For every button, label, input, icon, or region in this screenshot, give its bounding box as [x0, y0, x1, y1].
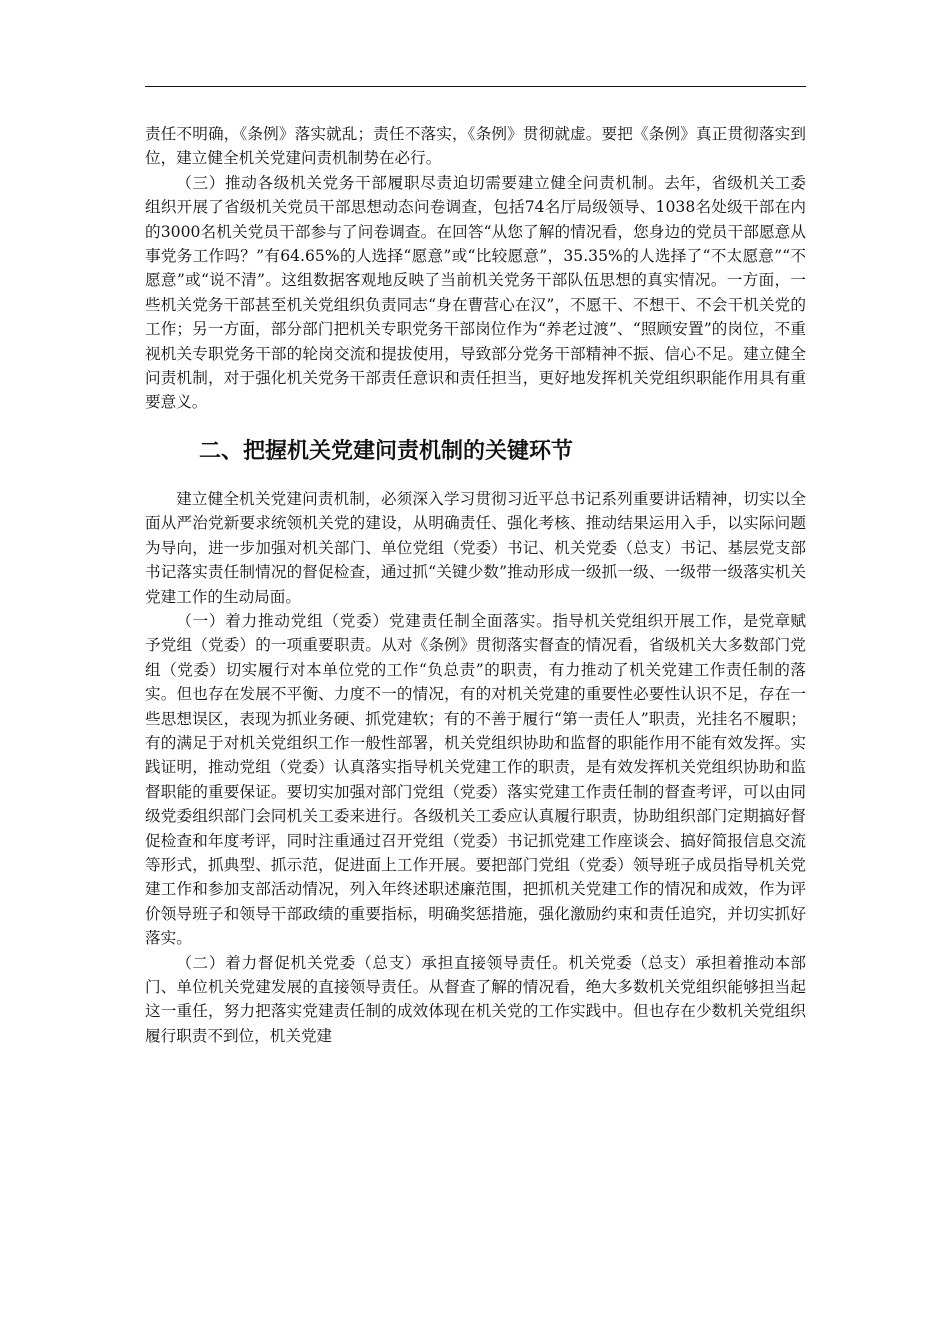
paragraph-2 [145, 171, 806, 415]
paragraph-4-body: 指导机关党组织开展工作，是党章赋予党组（党委）的一项重要职责。从对《条例》贯彻落实督查的情况看，省级机关大多数部门党组（党委）切实履行对本单位党的工作“负总责”的职责，有力推动了机关党建工作责任制的落实。但也存在发展不平衡、力度不一的情况，有的对机关党建的重要性必要性认识不足，存在一些思想误区，表现为抓业务硬、抓党建软；有的不善于履行“第一责任人”职责，光挂名不履职；有的满足于对机关党组织工作一般性部署，机关党组织协助和监督的职能作用不能有效发挥。实践证明，推动党组（党委）认真落实指导机关党建工作的职责，是有效发挥机关党组织协助和监督职能的重要保证。要切实加强对部门党组（党委）落实党建工作责任制的督查考评，可以由同级党委组织部门会同机关工委来进行。各级机关工委应认真履行职责，协助组织部门定期搞好督促检查和年度考评，同时注重通过召开党组（党委）书记抓党建工作座谈会、搞好简报信息交流等形式，抓典型、抓示范，促进面上工作开展。要把部门党组（党委）领导班子成员指导机关党建工作和参加支部活动情况，列入年终述职述廉范围，把抓机关党建工作的情况和成效，作为评价领导班子和领导干部政绩的重要指标，明确奖惩措施，强化激励约束和责任追究，并切实抓好落实。 [145, 611, 806, 948]
paragraph-5-body: 机关党委（总支）承担着推动本部门、单位机关党建发展的直接领导责任。从督查了解的情况看，绝大多数机关党组织能够担当起这一重任，努力把落实党建责任制的成效体现在机关党的工作实践中。但也存在少数机关党组织履行职责不到位，机关党建 [145, 953, 806, 1045]
paragraph-2-body: 去年，省级机关工委组织开展了省级机关党员干部思想动态问卷调查，包括74名厅局级领导、1038名处级干部在内的3000名机关党员干部参与了问卷调查。在回答“从您了解的情况看，您身边的党员干部愿意从事党务工作吗？”有64.65%的人选择“愿意”或“比较愿意”，35.35%的人选择了“不太愿意”“不愿意”或“说不清”。这组数据客观地反映了当前机关党务干部队伍思想的真实情况。一方面，一些机关党务干部甚至机关党组织负责同志“身在曹营心在汉”，不愿干、不想干、不会干机关党的工作；另一方面，部分部门把机关专职党务干部岗位作为“养老过渡”、“照顾安置”的岗位，不重视机关专职党务干部的轮岗交流和提拔使用，导致部分党务干部精神不振、信心不足。建立健全问责机制，对于强化机关党务干部责任意识和责任担当，更好地发挥机关党组织职能作用具有重要意义。 [145, 173, 806, 412]
section-heading: 二、把握机关党建问责机制的关键环节 [199, 438, 574, 464]
paragraph-5-lead: （二）着力督促机关党委（总支）承担直接领导责任。 [176, 953, 569, 972]
paragraph-2-lead: （三）推动各级机关党务干部履职尽责迫切需要建立健全问责机制。 [176, 173, 665, 192]
paragraph-3: 建立健全机关党建问责机制，必须深入学习贯彻习近平总书记系列重要讲话精神，切实以全面从严治党新要求统领机关党的建设，从明确责任、强化考核、推动结果运用入手，以实际问题为导向，进一步加强对机关部门、单位党组（党委）书记、机关党委（总支）书记、基层党支部书记落实责任制情况的督促检查，通过抓“关键少数”推动形成一级抓一级、一级带一级落实机关党建工作的生动局面。 [145, 489, 806, 606]
paragraph-4-lead: （一）着力推动党组（党委）党建责任制全面落实。 [176, 611, 553, 630]
document-body [145, 122, 806, 1048]
paragraph-4 [145, 609, 806, 951]
header-rule [145, 86, 806, 87]
paragraph-5 [145, 951, 806, 1049]
paragraph-1: 责任不明确，《条例》落实就乱；责任不落实，《条例》贯彻就虚。要把《条例》真正贯彻落实到位，建立健全机关党建问责机制势在必行。 [145, 125, 806, 168]
